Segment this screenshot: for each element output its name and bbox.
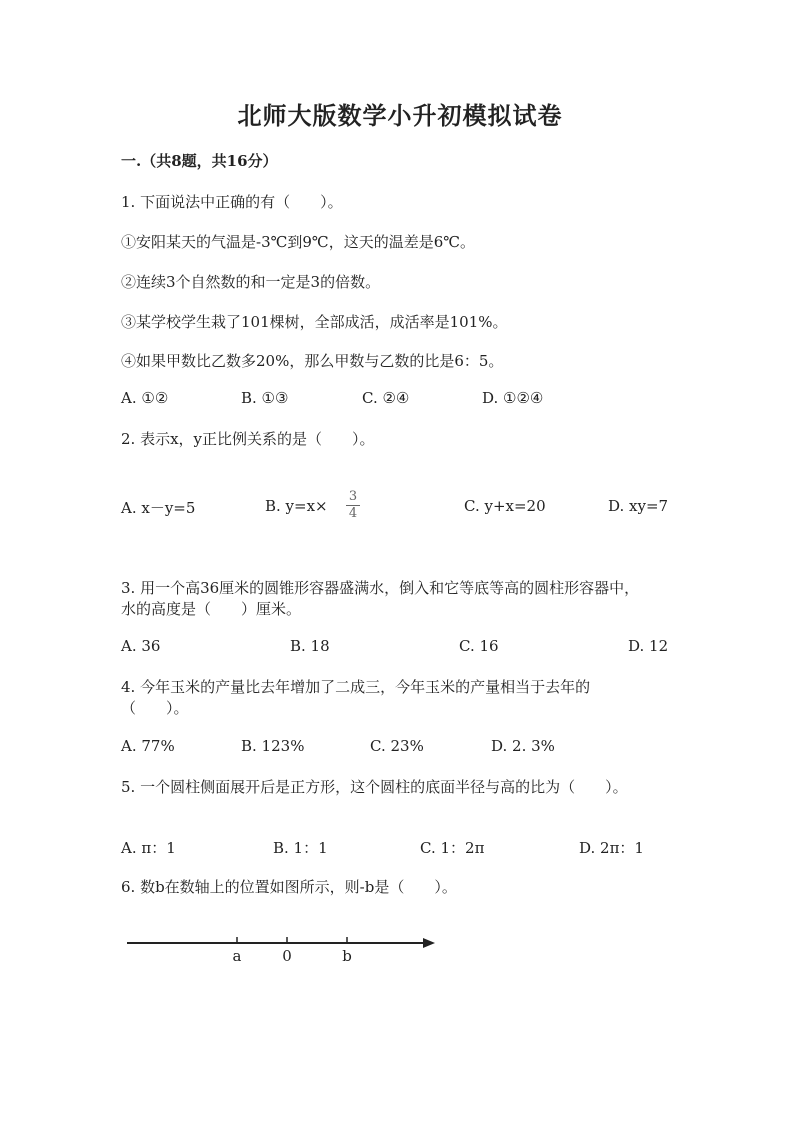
- arrow-right-icon: [423, 938, 435, 948]
- question-3-option-c[interactable]: C. 16: [459, 637, 499, 655]
- question-2-stem: 2. 表示x，y正比例关系的是（ ）。: [121, 430, 375, 448]
- question-3-stem-line-2: 水的高度是（ ）厘米。: [121, 600, 302, 618]
- fraction-three-quarters: [346, 490, 360, 521]
- question-3-option-b[interactable]: B. 18: [290, 637, 330, 655]
- question-5-option-a[interactable]: A. π：1: [121, 839, 176, 857]
- question-4-stem-line-1: 4. 今年玉米的产量比去年增加了二成三，今年玉米的产量相当于去年的: [121, 678, 591, 696]
- question-1-option-d[interactable]: D. ①②④: [482, 389, 544, 407]
- section-heading: 一.（共8题，共16分）: [121, 152, 278, 170]
- label-b: b: [342, 947, 352, 965]
- question-4-option-a[interactable]: A. 77%: [121, 737, 175, 755]
- page-title: 北师大版数学小升初模拟试卷: [237, 101, 563, 130]
- question-2-option-a[interactable]: A. x－y=5: [121, 499, 196, 517]
- question-4-option-b[interactable]: B. 123%: [241, 737, 305, 755]
- question-1-stem: 1. 下面说法中正确的有（ ）。: [121, 193, 343, 211]
- question-3-stem-line-1: 3. 用一个高36厘米的圆锥形容器盛满水，倒入和它等底等高的圆柱形容器中，: [121, 579, 640, 597]
- question-1-option-b[interactable]: B. ①③: [241, 389, 289, 407]
- question-1-option-c[interactable]: C. ②④: [362, 389, 410, 407]
- question-1-option-a[interactable]: A. ①②: [121, 389, 169, 407]
- number-line-figure: [125, 928, 445, 968]
- question-1-statement-1: ①安阳某天的气温是-3℃到9℃，这天的温差是6℃。: [121, 233, 476, 251]
- question-2-option-d[interactable]: D. xy=7: [608, 497, 669, 515]
- question-6-stem: 6. 数b在数轴上的位置如图所示，则-b是（ ）。: [121, 878, 457, 896]
- question-1-statement-2: ②连续3个自然数的和一定是3的倍数。: [121, 273, 381, 291]
- question-5-stem: 5. 一个圆柱侧面展开后是正方形，这个圆柱的底面半径与高的比为（ ）。: [121, 778, 628, 796]
- label-a: a: [232, 947, 242, 965]
- question-2-option-c[interactable]: C. y+x=20: [464, 497, 546, 515]
- question-4-option-d[interactable]: D. 2. 3%: [491, 737, 555, 755]
- question-3-option-d[interactable]: D. 12: [628, 637, 669, 655]
- fraction-numerator: 3: [348, 489, 358, 504]
- label-zero: 0: [282, 947, 292, 965]
- question-5-option-c[interactable]: C. 1：2π: [420, 839, 485, 857]
- question-4-stem-line-2: （ ）。: [121, 699, 189, 717]
- question-1-statement-4: ④如果甲数比乙数多20%，那么甲数与乙数的比是6：5。: [121, 352, 504, 370]
- question-1-statement-3: ③某学校学生栽了101棵树，全部成活，成活率是101%。: [121, 313, 508, 331]
- fraction-denominator: 4: [348, 506, 358, 521]
- question-2-option-b[interactable]: B. y=x×: [265, 497, 328, 515]
- question-5-option-b[interactable]: B. 1：1: [273, 839, 328, 857]
- question-4-option-c[interactable]: C. 23%: [370, 737, 424, 755]
- question-5-option-d[interactable]: D. 2π：1: [579, 839, 644, 857]
- question-3-option-a[interactable]: A. 36: [121, 637, 161, 655]
